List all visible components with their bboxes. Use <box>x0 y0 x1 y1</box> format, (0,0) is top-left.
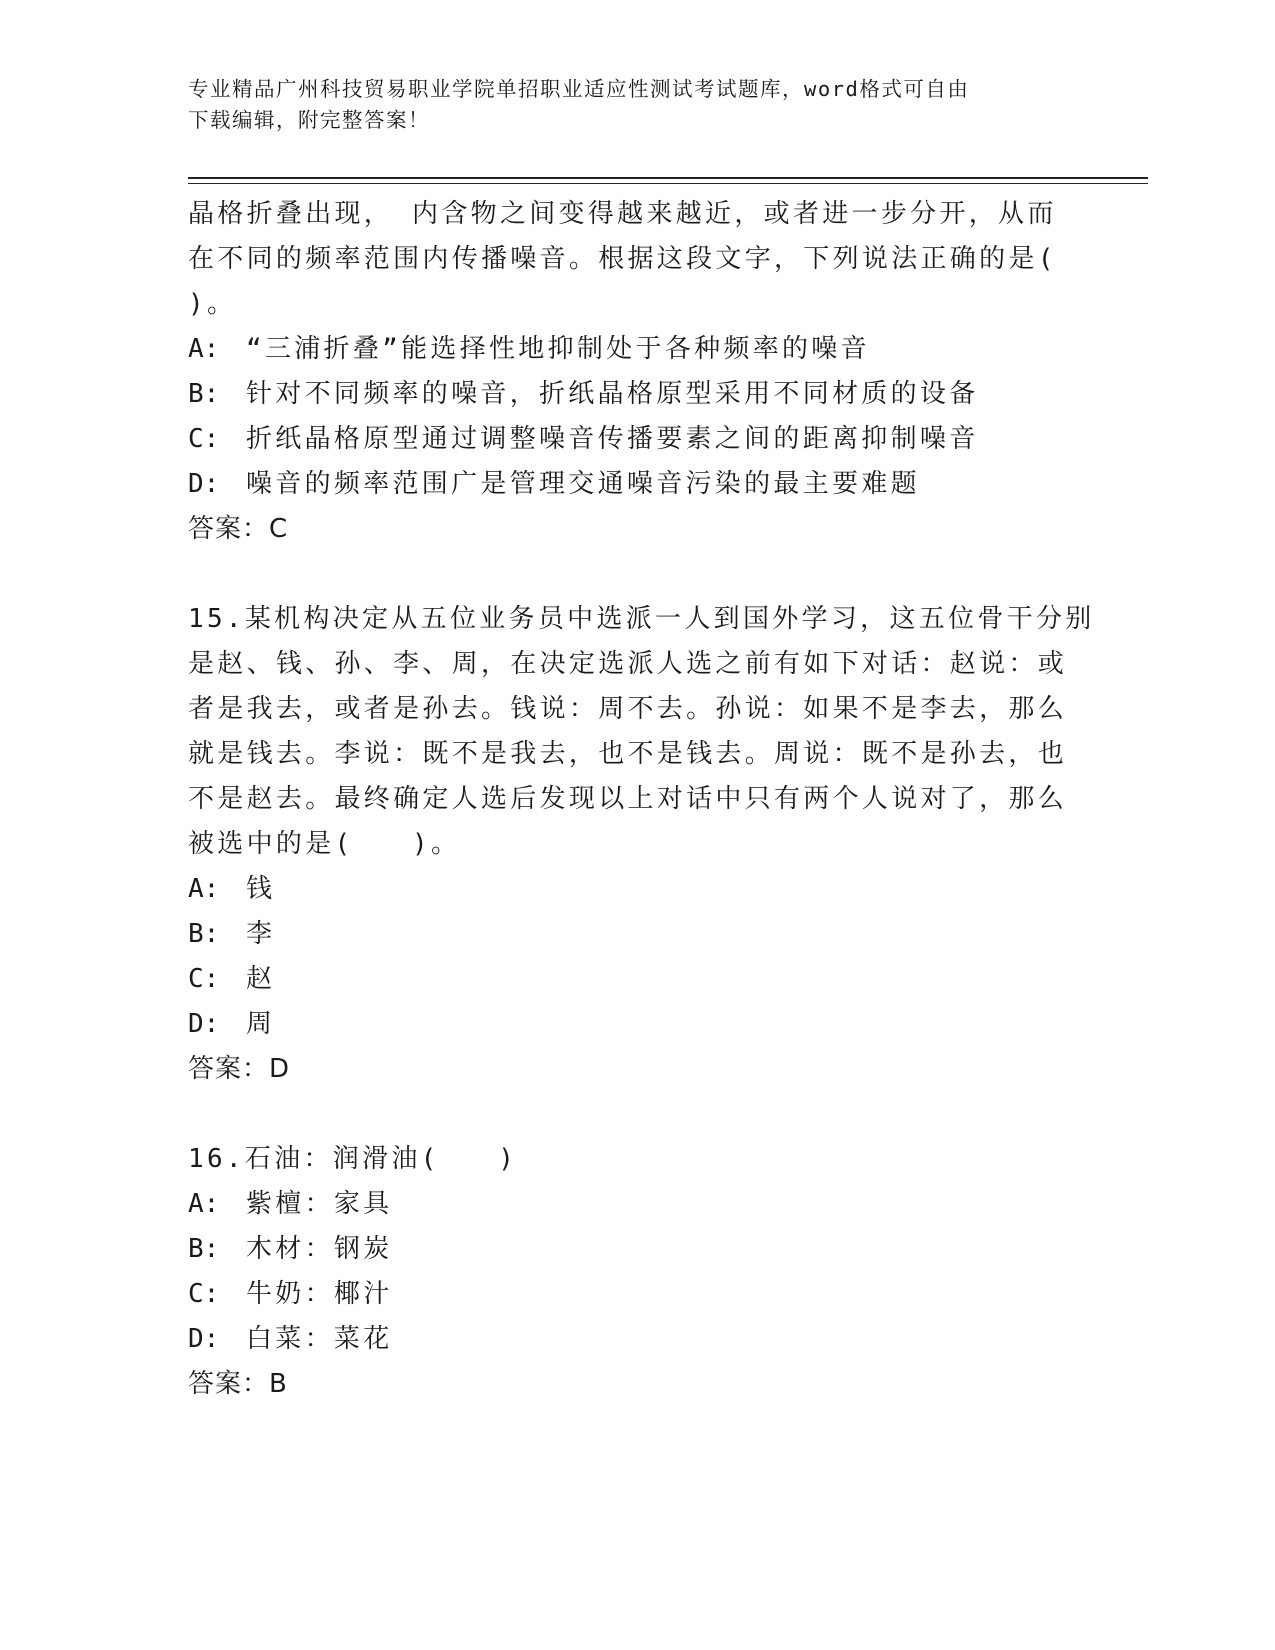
option-c <box>188 417 1068 462</box>
option-text: 钱 <box>246 874 276 904</box>
question-stem-line: 就是钱去。李说：既不是我去，也不是钱去。周说：既不是孙去，也 <box>188 739 1068 769</box>
answer-line: 答案：C <box>188 514 289 544</box>
option-letter: A: <box>188 874 220 904</box>
question-stem-line: 者是我去，或者是孙去。钱说：周不去。孙说：如果不是李去，那么 <box>188 694 1068 724</box>
option-text: 牛奶：椰汁 <box>246 1279 393 1309</box>
option-letter: C: <box>188 964 220 994</box>
header-rule-thin <box>188 183 1148 184</box>
option-text: 噪音的频率范围广是管理交通噪音污染的最主要难题 <box>246 469 920 499</box>
question-stem-line: 在不同的频率范围内传播噪音。根据这段文字，下列说法正确的是( <box>188 244 1057 274</box>
option-text: “三浦折叠”能选择性地抑制处于各种频率的噪音 <box>246 334 870 364</box>
spacer <box>188 552 1068 597</box>
option-text: 白菜：菜花 <box>246 1324 393 1354</box>
option-a <box>188 867 1068 912</box>
option-d <box>188 1002 1068 1047</box>
option-text: 紫檀：家具 <box>246 1189 393 1219</box>
question-16 <box>188 1137 1068 1407</box>
document-body <box>188 192 1095 1407</box>
option-letter: B: <box>188 379 220 409</box>
header-line-1: 专业精品广州科技贸易职业学院单招职业适应性测试考试题库，word格式可自由 <box>188 77 970 101</box>
header-line-2: 下载编辑，附完整答案！ <box>188 108 430 132</box>
option-letter: B: <box>188 919 220 949</box>
answer-line: 答案：D <box>188 1054 291 1084</box>
document-header <box>188 74 1088 136</box>
question-14 <box>188 192 1068 552</box>
question-stem-line: 不是赵去。最终确定人选后发现以上对话中只有两个人说对了，那么 <box>188 784 1068 814</box>
question-stem-line: 15.某机构决定从五位业务员中选派一人到国外学习，这五位骨干分别 <box>188 604 1095 634</box>
option-b <box>188 1227 1068 1272</box>
option-text: 木材：钢炭 <box>246 1234 393 1264</box>
option-b <box>188 912 1068 957</box>
question-stem-line: 晶格折叠出现， 内含物之间变得越来越近，或者进一步分开，从而 <box>188 199 1057 229</box>
option-letter: A: <box>188 334 220 364</box>
option-letter: D: <box>188 469 220 499</box>
option-letter: A: <box>188 1189 220 1219</box>
option-a <box>188 327 1068 372</box>
question-stem-line: )。 <box>188 289 237 319</box>
option-d <box>188 462 1068 507</box>
option-a <box>188 1182 1068 1227</box>
option-text: 赵 <box>246 964 276 994</box>
option-text: 李 <box>246 919 276 949</box>
option-text: 针对不同频率的噪音，折纸晶格原型采用不同材质的设备 <box>246 379 979 409</box>
option-b <box>188 372 1068 417</box>
question-stem-line: 是赵、钱、孙、李、周，在决定选派人选之前有如下对话：赵说：或 <box>188 649 1068 679</box>
answer-line: 答案：B <box>188 1369 288 1399</box>
option-c <box>188 957 1068 1002</box>
spacer <box>188 1092 1068 1137</box>
question-15 <box>188 597 1095 1092</box>
question-stem-line: 被选中的是( )。 <box>188 829 461 859</box>
option-text: 折纸晶格原型通过调整噪音传播要素之间的距离抑制噪音 <box>246 424 979 454</box>
option-text: 周 <box>246 1009 276 1039</box>
question-stem-line: 16.石油：润滑油( ) <box>188 1144 518 1174</box>
option-c <box>188 1272 1068 1317</box>
option-d <box>188 1317 1068 1362</box>
option-letter: C: <box>188 1279 220 1309</box>
header-rule-thick <box>188 177 1148 179</box>
option-letter: B: <box>188 1234 220 1264</box>
option-letter: D: <box>188 1324 220 1354</box>
option-letter: C: <box>188 424 220 454</box>
option-letter: D: <box>188 1009 220 1039</box>
